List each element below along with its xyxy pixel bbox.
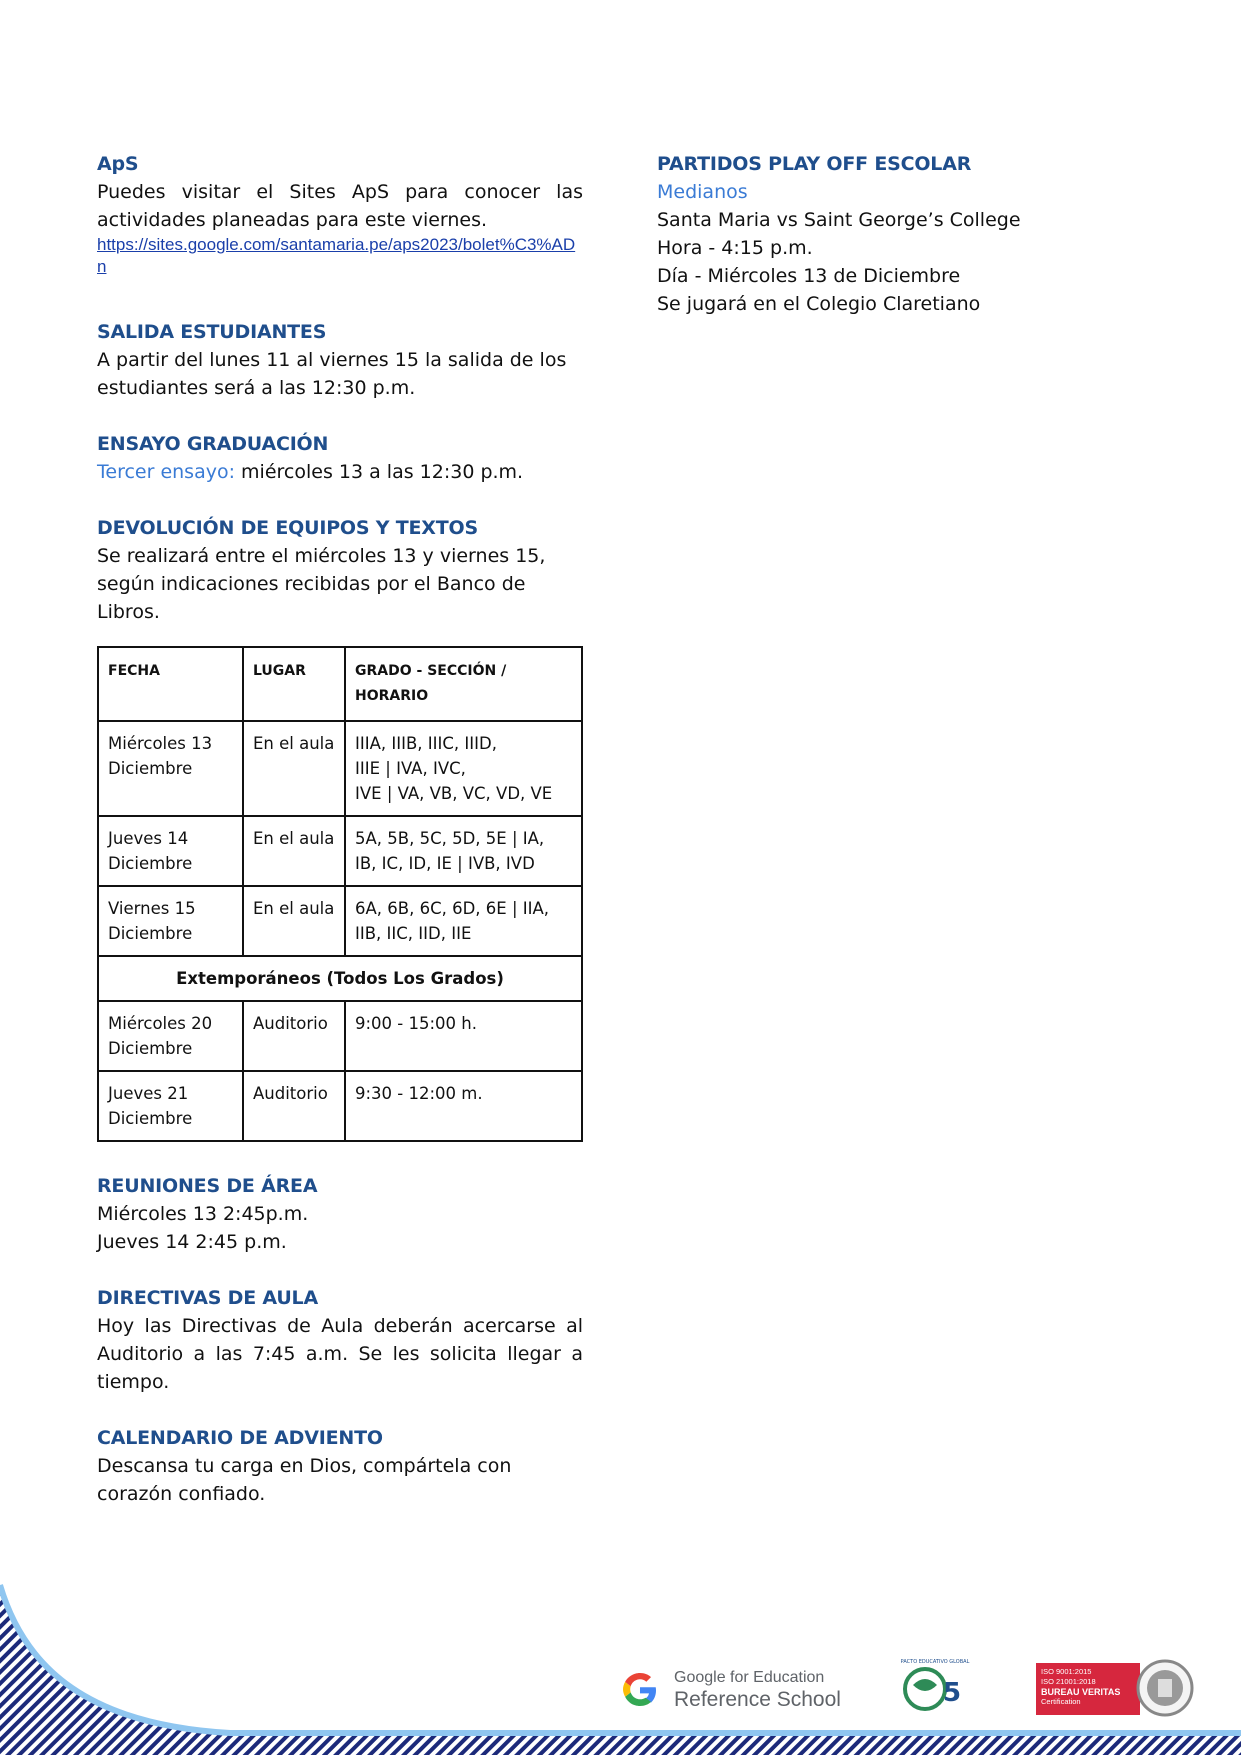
cell-lugar: Auditorio <box>243 1001 345 1071</box>
section-aps <box>97 150 583 278</box>
bv-line4: Certification <box>1041 1697 1081 1706</box>
svg-text:5: 5 <box>943 1678 962 1708</box>
table-header-row <box>98 647 582 721</box>
grado-line: 6A, 6B, 6C, 6D, 6E | IIA, <box>355 899 550 918</box>
aps-link[interactable]: https://sites.google.com/santamaria.pe/aps2023/bolet%C3%ADn <box>97 235 576 276</box>
aps-heading: ApS <box>97 153 139 175</box>
table-row <box>98 886 582 956</box>
google-education-logo <box>620 1655 841 1725</box>
cell-fecha: Viernes 15 Diciembre <box>98 886 243 956</box>
section-devolucion <box>97 514 583 626</box>
bv-line3: BUREAU VERITAS <box>1041 1687 1121 1697</box>
partidos-heading: PARTIDOS PLAY OFF ESCOLAR <box>657 153 972 175</box>
devolucion-heading: DEVOLUCIÓN DE EQUIPOS Y TEXTOS <box>97 517 478 539</box>
header-grado: GRADO - SECCIÓN / HORARIO <box>345 647 582 721</box>
bv-seal-icon <box>1136 1657 1194 1719</box>
google-line1: Google for Education <box>674 1669 825 1686</box>
grado-line: 9:30 - 12:00 m. <box>355 1084 483 1103</box>
partidos-category: Medianos <box>657 181 748 203</box>
table-row <box>98 1001 582 1071</box>
directivas-heading: DIRECTIVAS DE AULA <box>97 1287 318 1309</box>
cell-grado <box>345 816 582 886</box>
section-directivas <box>97 1284 583 1396</box>
grado-line: IIIA, IIIB, IIIC, IIID, <box>355 734 497 753</box>
pacto-educativo-logo <box>895 1655 975 1725</box>
partidos-lugar: Se jugará en el Colegio Claretiano <box>657 293 981 315</box>
svg-text:PACTO EDUCATIVO GLOBAL: PACTO EDUCATIVO GLOBAL <box>900 1659 970 1665</box>
right-column <box>657 150 1127 346</box>
header-lugar: LUGAR <box>243 647 345 721</box>
aps-text: Puedes visitar el Sites ApS para conocer las actividades planeadas para este viernes. <box>97 181 583 231</box>
table-row-extemporaneos <box>98 956 582 1001</box>
ensayo-line <box>97 458 583 486</box>
cell-grado <box>345 721 582 816</box>
google-g-icon <box>620 1670 660 1710</box>
cell-lugar: En el aula <box>243 816 345 886</box>
section-calendario <box>97 1424 583 1508</box>
devolucion-table <box>97 646 583 1142</box>
header-fecha: FECHA <box>98 647 243 721</box>
ensayo-label: Tercer ensayo: <box>97 461 235 483</box>
calendario-heading: CALENDARIO DE ADVIENTO <box>97 1427 383 1449</box>
grado-line: 9:00 - 15:00 h. <box>355 1014 477 1033</box>
bv-line1: ISO 9001:2015 <box>1041 1667 1092 1676</box>
cell-grado <box>345 1001 582 1071</box>
partidos-match: Santa Maria vs Saint George’s College <box>657 209 1021 231</box>
extemporaneos-label: Extemporáneos (Todos Los Grados) <box>98 956 582 1001</box>
grado-line: IIB, IIC, IID, IIE <box>355 924 472 943</box>
reuniones-heading: REUNIONES DE ÁREA <box>97 1175 318 1197</box>
section-ensayo <box>97 430 583 486</box>
table-row <box>98 816 582 886</box>
google-text <box>674 1668 841 1712</box>
ensayo-heading: ENSAYO GRADUACIÓN <box>97 433 329 455</box>
section-salida <box>97 318 583 402</box>
section-reuniones <box>97 1172 583 1256</box>
bv-line2: ISO 21001:2018 <box>1041 1677 1096 1686</box>
cell-fecha: Jueves 21 Diciembre <box>98 1071 243 1141</box>
ensayo-text: miércoles 13 a las 12:30 p.m. <box>235 461 524 483</box>
globe-leaf-icon <box>895 1655 975 1725</box>
cell-fecha: Miércoles 20 Diciembre <box>98 1001 243 1071</box>
cell-lugar: En el aula <box>243 721 345 816</box>
cell-grado <box>345 886 582 956</box>
reuniones-line1: Miércoles 13 2:45p.m. <box>97 1203 309 1225</box>
cell-fecha: Miércoles 13 Diciembre <box>98 721 243 816</box>
section-partidos <box>657 150 1127 318</box>
partidos-dia: Día - Miércoles 13 de Diciembre <box>657 265 961 287</box>
salida-heading: SALIDA ESTUDIANTES <box>97 321 327 343</box>
cell-lugar: Auditorio <box>243 1071 345 1141</box>
cell-fecha: Jueves 14 Diciembre <box>98 816 243 886</box>
cell-grado <box>345 1071 582 1141</box>
bureau-veritas-logo <box>1036 1655 1194 1725</box>
devolucion-text: Se realizará entre el miércoles 13 y viernes 15, según indicaciones recibidas por el Banco de Libros. <box>97 545 546 623</box>
directivas-text: Hoy las Directivas de Aula deberán acercarse al Auditorio a las 7:45 a.m. Se les solicita llegar a tiempo. <box>97 1315 583 1393</box>
reuniones-line2: Jueves 14 2:45 p.m. <box>97 1231 287 1253</box>
bv-certification-badge <box>1036 1663 1140 1715</box>
partidos-hora: Hora - 4:15 p.m. <box>657 237 813 259</box>
grado-line: IVE | VA, VB, VC, VD, VE <box>355 784 553 803</box>
left-column <box>97 150 583 1536</box>
grado-line: 5A, 5B, 5C, 5D, 5E | IA, <box>355 829 545 848</box>
salida-text: A partir del lunes 11 al viernes 15 la salida de los estudiantes será a las 12:30 p.m. <box>97 349 567 399</box>
grado-line: IB, IC, ID, IE | IVB, IVD <box>355 854 535 873</box>
google-line2: Reference School <box>674 1688 841 1711</box>
cell-lugar: En el aula <box>243 886 345 956</box>
table-row <box>98 1071 582 1141</box>
calendario-text: Descansa tu carga en Dios, compártela con corazón confiado. <box>97 1455 512 1505</box>
table-row <box>98 721 582 816</box>
grado-line: IIIE | IVA, IVC, <box>355 759 466 778</box>
